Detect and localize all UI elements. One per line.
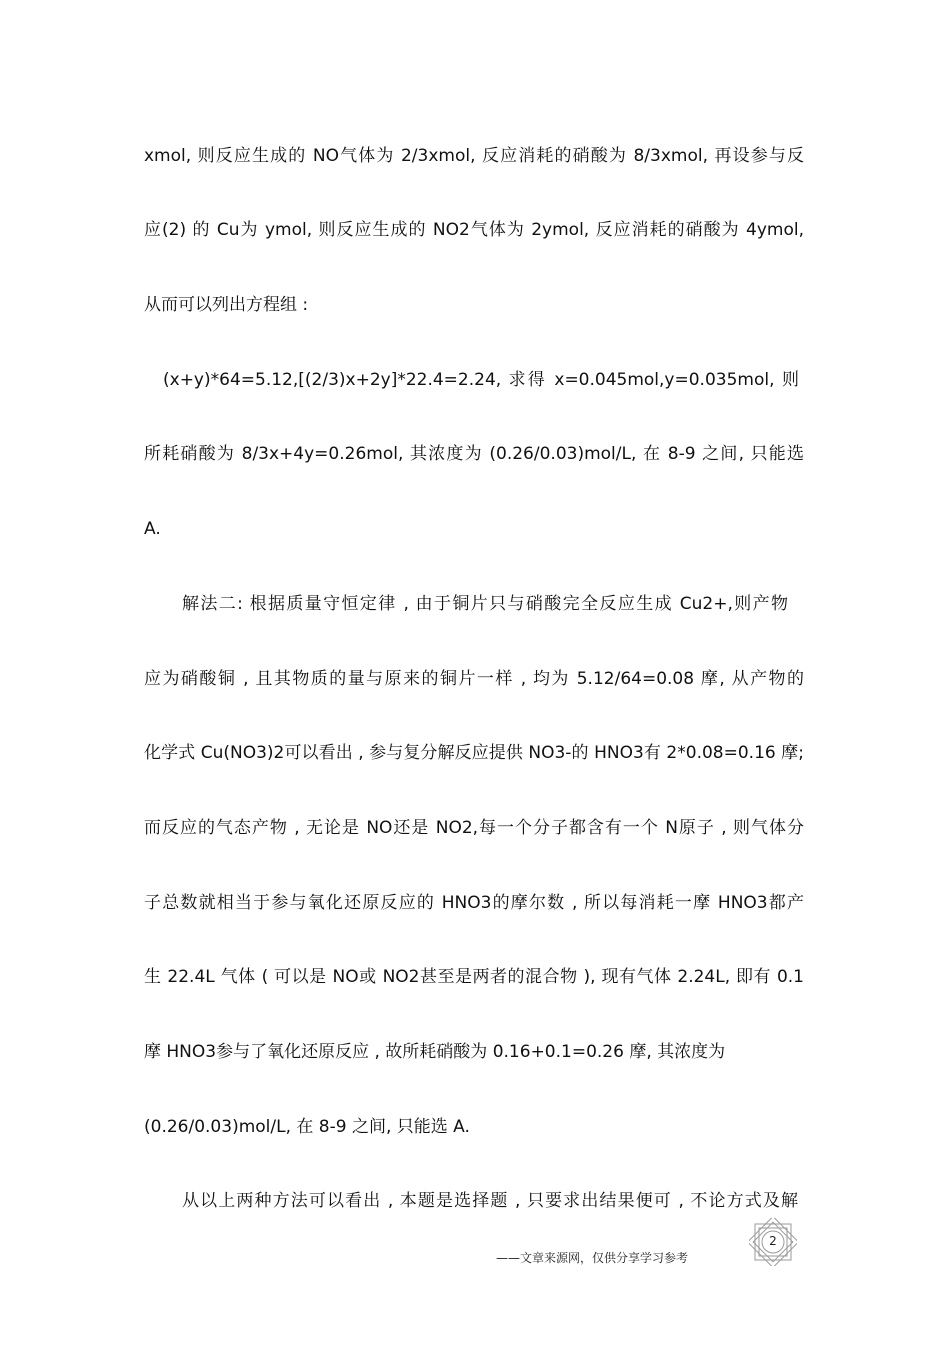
- text-line-5: 所耗硝酸为 8/3x+4y=0.26mol, 其浓度为 (0.26/0.03)mol/L, 在 8-9 之间, 只能选: [144, 444, 804, 464]
- text-line-2: 应(2) 的 Cu为 ymol, 则反应生成的 NO2气体为 2ymol, 反应消耗的硝酸为 4ymol,: [144, 220, 804, 240]
- text-line-3: 从而可以列出方程组 :: [144, 295, 309, 315]
- text-line-14: (0.26/0.03)mol/L, 在 8-9 之间, 只能选 A.: [144, 1117, 470, 1137]
- text-line-11: 子总数就相当于参与氧化还原反应的 HNO3的摩尔数 , 所以每消耗一摩 HNO3都产: [144, 893, 804, 913]
- text-line-6: A.: [144, 519, 161, 539]
- text-line-15: 从以上两种方法可以看出 , 本题是选择题 , 只要求出结果便可 , 不论方式及解: [182, 1191, 798, 1211]
- text-line-13: 摩 HNO3参与了氧化还原反应 , 故所耗硝酸为 0.16+0.1=0.26 摩, 其浓度为: [144, 1042, 726, 1062]
- text-line-1: xmol, 则反应生成的 NO气体为 2/3xmol, 反应消耗的硝酸为 8/3xmol, 再设参与反: [144, 146, 804, 166]
- page-number: 2: [769, 1234, 777, 1248]
- text-line-10: 而反应的气态产物 , 无论是 NO还是 NO2,每一个分子都含有一个 N原子 , 则气体分: [144, 818, 804, 838]
- footer-source-note: ——文章来源网，仅供分享学习参考: [496, 1251, 689, 1265]
- page-number-badge: [749, 1218, 797, 1266]
- text-line-8: 应为硝酸铜 , 且其物质的量与原来的铜片一样 , 均为 5.12/64=0.08 摩, 从产物的: [144, 669, 804, 689]
- text-line-12: 生 22.4L 气体 ( 可以是 NO或 NO2甚至是两者的混合物 ), 现有气体 2.24L, 即有 0.1: [144, 967, 804, 987]
- text-line-9: 化学式 Cu(NO3)2可以看出 , 参与复分解反应提供 NO3-的 HNO3有 2*0.08=0.16 摩;: [144, 743, 804, 763]
- text-line-7: 解法二: 根据质量守恒定律 , 由于铜片只与硝酸完全反应生成 Cu2+,则产物: [182, 594, 788, 614]
- text-line-4: (x+y)*64=5.12,[(2/3)x+2y]*22.4=2.24, 求得 x=0.045mol,y=0.035mol, 则: [163, 370, 799, 390]
